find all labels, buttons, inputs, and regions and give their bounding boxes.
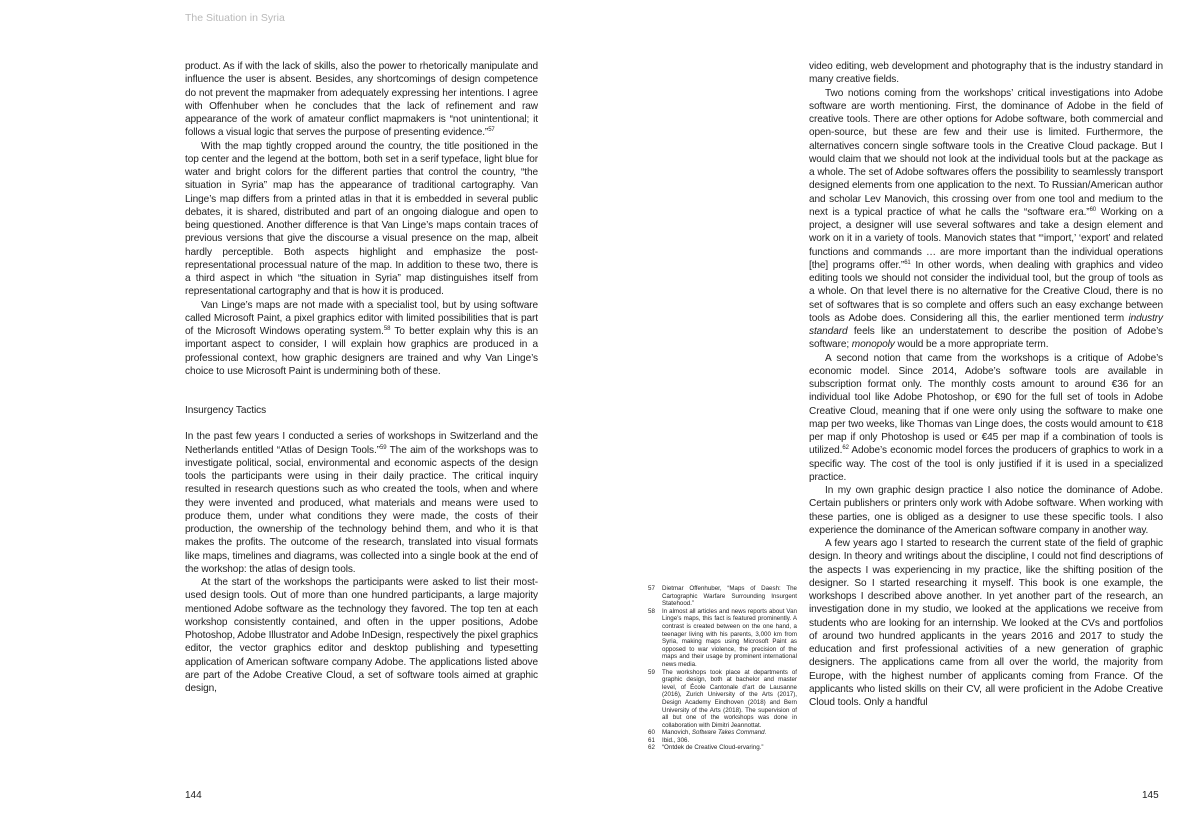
section-heading: Insurgency Tactics — [185, 405, 267, 416]
footnotes — [648, 585, 797, 752]
paragraph: A second notion that came from the workshops is a critique of Adobe’s economic model. Since 2014, Adobe’s software tools are available in subscription format only. The monthly costs amount to around €36 for an individual tool like Adobe Photoshop, or €90 for the full set of tools in Adobe Creative Cloud, meaning that if one were only using the software to make one map per two weeks, like Thomas van Linge does, the costs would amount to €18 per map if only Photoshop is used or €45 per map if a combination of tools is utilized.$^{62}$ Adobe’s economic model forces the producers of graphics to work in a specific way. The cost of the tool is only justified if it is used in a specialized practice. — [809, 352, 1163, 483]
footnote-text: Ibid., 306. — [662, 736, 690, 744]
footnote-number: 61 — [648, 736, 655, 744]
paragraph: In my own graphic design practice I also notice the dominance of Adobe. Certain publishers or printers only work with Adobe software. When working with these parties, one is obliged as a designer to use these specific tools. I also experience the dominance of the American software company in another way. — [809, 485, 1163, 536]
footnote-number: 58 — [648, 607, 655, 615]
paragraph: Two notions coming from the workshops’ critical investigations into Adobe software are worth mentioning. First, the dominance of Adobe in the field of creative tools. There are other options for Adobe software, both commercial and open-source, but these are few and their use is limited. Furthermore, the alternatives concern single software tools in the Creative Cloud package. But I would claim that we should not look at the individual tools but at the package as a whole. The set of Adobe softwares offers the possibility to seamlessly transport designed elements from one application to the next. To Russian/American author and scholar Lev Manovich, this crossing over from one tool and medium to the next is a typical practice of what he calls the “software era.”$^{60}$ Working on a project, a designer will use several softwares and take a design element and work on it in a variety of tools. Manovich states that “‘import,’ ‘export’ and related functions and commands … are more important than the individual operations [the] programs offer.”$^{61}$ In other words, when dealing with graphics and video editing tools we should not consider the individual tool, but the group of tools as a whole. On that level there is no alternative for the Creative Cloud, there is no set of softwares that is so complete and offers such an easy exchange between tools as Adobe does. Considering all this, the earlier mentioned term industry standard feels like an understatement to describe the position of Adobe’s software; monopoly would be a more appropriate term. — [809, 87, 1164, 351]
footnote-reference: 62 — [842, 445, 849, 452]
paragraph: Van Linge’s maps are not made with a specialist tool, but by using software called Microsoft Paint, a pixel graphics editor with limited possibilities that is part of the Microsoft Windows operating system.$^{58}$ To better explain why this is an important aspect to consider, I will explain how graphics are produced in a professional context, how graphic designers are trained and why Van Linge’s choice to use Microsoft Paint is undermining both of these. — [185, 299, 539, 377]
page-number-right: 145 — [1142, 790, 1159, 801]
footnote-text: “Ontdek de Creative Cloud-ervaring.” — [662, 744, 764, 752]
paragraph: At the start of the workshops the participants were asked to list their most-used design tools. Out of more than one hundred participants, a large majority mentioned Adobe software as the technology they favored. The top ten at each workshop consistently contained, and often in the upper positions, Adobe Photoshop, Adobe Illustrator and Adobe InDesign, respectively the pixel graphics editor, the vector graphics editor and desktop publishing and typesetting application of American software company Adobe. The applications listed above are part of the Adobe Creative Cloud, a set of software tools aimed at graphic design, — [185, 577, 538, 694]
footnote-reference: 58 — [383, 326, 391, 332]
footnote-number: 57 — [648, 585, 655, 592]
footnote — [648, 737, 797, 745]
paragraph: In the past few years I conducted a series of workshops in Switzerland and the Netherlands entitled “Atlas of Design Tools.”$^{59}$ The aim of the workshops was to investigate political, social, environmental and economic aspects of the design tools the participants were using in their daily practice. The critical inquiry resulted in research questions such as who created the tools, when and where they were invented and produced, what materials and means were used to produce them, under what conditions they were made, the costs of their production, the ownership of the technology behind them, and who it is that makes the profits. The outcome of the research, translated into visual formats like maps, timelines and diagrams, was collected into a single book at the end of the workshop: the atlas of design tools. — [185, 431, 538, 575]
footnote — [648, 729, 797, 737]
footnote — [648, 585, 797, 608]
right-page-body — [809, 60, 1163, 709]
italic-term: Software Takes Command. — [691, 729, 767, 737]
footnote-number: 60 — [648, 729, 655, 737]
footnote — [648, 669, 797, 730]
footnote-text: The workshops took place at departments of graphic design, both at bachelor and master level, of École Cantonale d’art de Lausanne (2016), Zurich University of the Arts (2017), Design Academy Eindhoven (2018) and Bern University of the Arts (2018). The supervision of all but one of the workshops was done in collaboration with Dimitri Jeannottat. — [662, 668, 797, 729]
footnote-text: In almost all articles and news reports about Van Linge’s maps, this fact is featured prominently. A contrast is created between on the one hand, a teenager living with his parents, 3,000 km from Syria, making maps using Microsoft Paint as opposed to war violence, the precision of the maps and their usage by prominent international news media. — [662, 607, 797, 668]
footnote — [648, 608, 797, 669]
italic-term: monopoly — [851, 339, 895, 351]
left-page-body — [185, 60, 538, 695]
footnote-reference: 61 — [904, 259, 911, 266]
footnote-text: Manovich, Software Takes Command. — [662, 729, 767, 737]
footnote-reference: 59 — [379, 444, 387, 451]
page-number-left: 144 — [185, 790, 202, 801]
footnote-reference: 57 — [488, 127, 495, 134]
footnote-number: 62 — [648, 744, 655, 752]
paragraph: video editing, web development and photography that is the industry standard in many creative fields. — [809, 61, 1163, 86]
footnote-text: Dietmar Offenhuber, “Maps of Daesh: The Cartographic Warfare Surrounding Insurgent Statehood.” — [662, 585, 797, 608]
running-head: The Situation in Syria — [185, 12, 285, 24]
italic-term: industry standard — [809, 312, 1163, 337]
footnote — [648, 744, 797, 752]
paragraph: A few years ago I started to research the current state of the field of graphic design. In theory and writings about the discipline, I could not find descriptions of the aspects I was experiencing in my practice, like the shifting position of the designer. So I started researching it myself. This book is one example, the workshops I described above another. In yet another part of the research, an investigation done in my studio, we looked at the applications we receive from students who are looking for an internship. We looked at the CVs and portfolios of around two hundred applicants in the years 2016 and 2017 to study the education and first professional activities of a new generation of graphic designers. The applications came from all over the world, the majority from Europe, with the highest number of applicants coming from France. Of the applicants who listed skills on their CV, all were proficient in the Adobe Creative Cloud tools. Only a handful — [809, 538, 1163, 708]
footnote-number: 59 — [648, 668, 655, 676]
paragraph: With the map tightly cropped around the country, the title positioned in the top center and the legend at the bottom, both set in a serif typeface, light blue for water and bright colors for the different parties that control the country, “the situation in Syria” map has the appearance of traditional cartography. Van Linge’s map differs from a printed atlas in that it is embedded in several public debates, it is shared, distributed and part of an ongoing dialogue and open to being questioned. Another difference is that Van Linge’s maps contain traces of previous versions that give the discourse a visual presence on the map, albeit hardly perceptible. Both aspects highlight and emphasize the post-representational processual nature of the map. In addition to these two, there is a third aspect in which “the situation in Syria” map distinguishes itself from representational cartography and that is how it is produced. — [185, 140, 538, 298]
footnote-reference: 60 — [1089, 206, 1097, 213]
paragraph: product. As if with the lack of skills, also the power to rhetorically manipulate and influence the user is absent. Besides, any shortcomings of design competence do not prevent the mapmaker from adequately expressing her intentions. I agree with Offenhuber when he concludes that the lack of refinement and raw appearance of the work of amateur conflict mapmakers is “not unintentional; it follows a visual logic that serves the purpose of presenting evidence.”$^{57}$ — [185, 61, 538, 139]
